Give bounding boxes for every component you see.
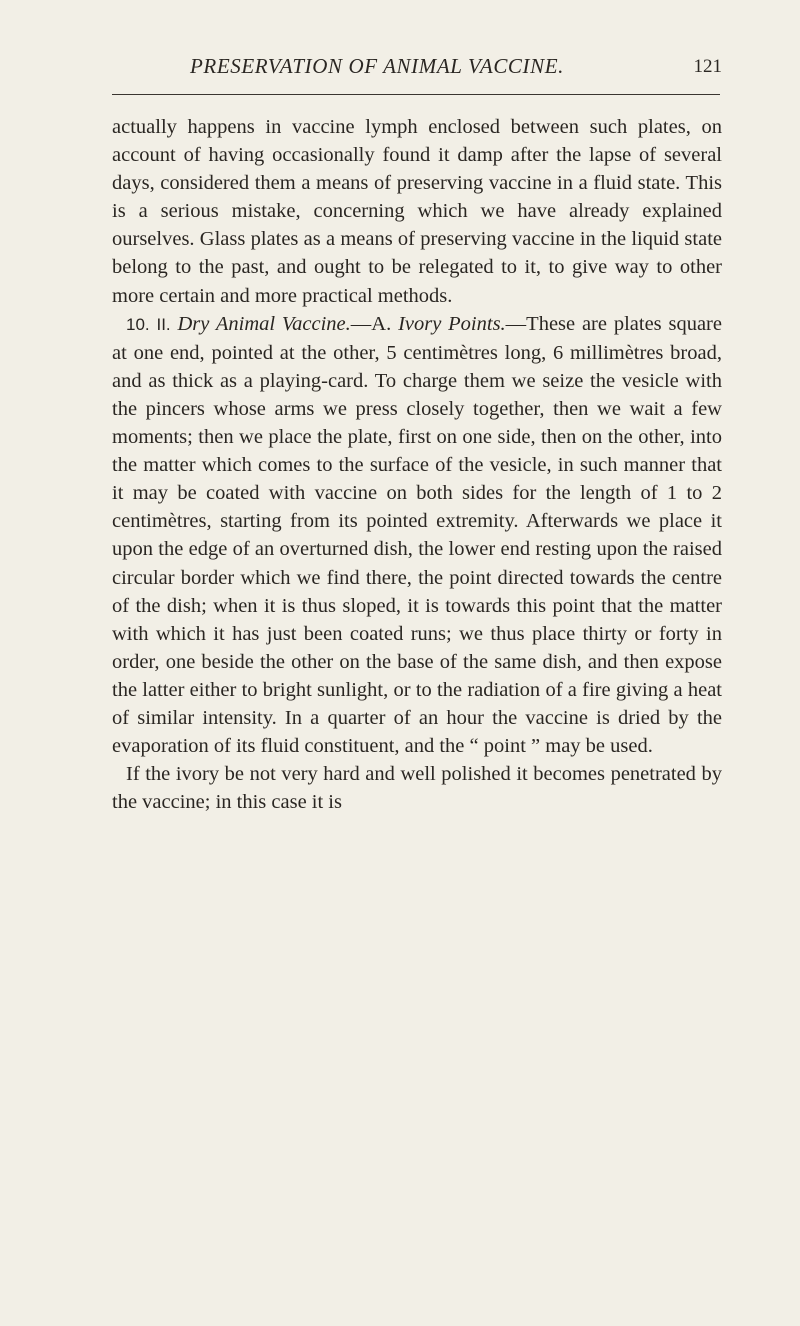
paragraph-continuation: actually happens in vaccine lymph enclosed between such plates, on account of having occasionally found it damp after the lapse of several days, considered them a means of preserving vaccine in a fluid state. This is a serious mistake, concerning which we have already explained ourselves. Glass plates as a means of preserving vaccine in the liquid state belong to the past, and ought to be relegated to it, to give way to other more certain and more practical methods. [112,116,722,307]
paragraph-text: These are plates square at one end, pointed at the other, 5 centimètres long, 6 millimètres broad, and as thick as a playing-card. To charge them we seize the vesicle with the pincers whose arms we press closely together, then we wait a few moments; then we place the plate, first on one side, then on the other, into the matter which comes to the surface of the vesicle, in such manner that it may be coated with vaccine on both sides for the length of 1 to 2 centimètres, starting from its pointed extremity. Afterwards we place it upon the edge of an overturned dish, the lower end resting upon the raised circular border which we find there, the point directed towards the centre of the dish; when it is thus sloped, it is towards this point that the matter with which it has just been coated runs; we thus place thirty or forty in order, one beside the other on the base of the same dish, and then expose the latter either to bright sunlight, or to the radiation of a fire giving a heat of similar intensity. In a quarter of an hour the vaccine is dried by the evaporation of its fluid constituent, and the “ point ” may be used. [112,312,722,758]
page-header [112,50,722,90]
subsection-label: A. [371,312,392,335]
dash: — [350,312,372,335]
section-title: Dry Animal Vaccine. [177,312,351,335]
subsection-title: Ivory Points. [398,312,506,335]
paragraph-section-10 [112,310,722,761]
dash: — [505,312,527,335]
section-numeral: II. [156,314,171,334]
paragraph-ivory: If the ivory be not very hard and well polished it becomes penetrated by the vaccine; in this case it is [112,763,722,814]
page-number: 121 [693,56,722,77]
running-title: PRESERVATION OF ANIMAL VACCINE. [189,54,565,78]
body-text [112,113,722,816]
paragraph-number: 10. [126,314,150,334]
header-rule [112,94,720,95]
